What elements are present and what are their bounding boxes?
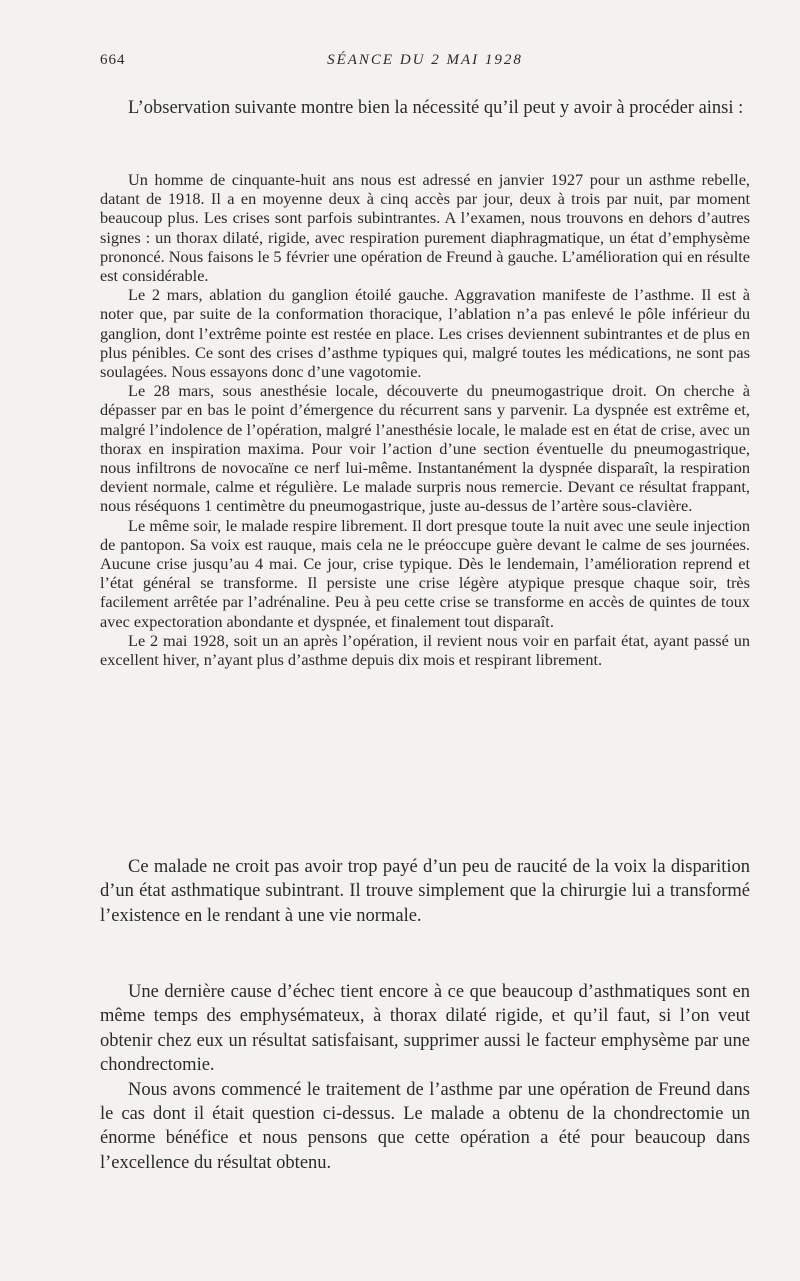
intro-section [100,96,750,120]
final-section [100,980,750,1175]
page-number: 664 [100,52,126,68]
case-paragraph-4: Le même soir, le malade respire librement. Il dort presque toute la nuit avec une seule injection de pantopon. Sa voix est rauque, mais cela ne le préoccupe guère devant le calme de ses journées. Aucune crise jusqu’au 4 mai. Ce jour, crise typique. Dès le lendemain, l’amélioration reprend et l’état général se transforme. Il persiste une crise légère atypique presque chaque soir, très facilement arrêtée par l’adrénaline. Peu à peu cette crise se transforme en accès de quintes de toux avec expectoration abondante et dyspnée, et finalement tout disparaît. [100,515,750,631]
final-paragraph-1: Une dernière cause d’échec tient encore à ce que beaucoup d’asthmatiques sont en même temps des emphysémateux, à thorax dilaté rigide, et qu’il faut, si l’on veut obtenir chez eux un résultat satisfaisant, supprimer aussi le facteur emphysème par une chondrectomie. [100,982,750,1076]
running-title: SÉANCE DU 2 MAI 1928 [327,52,523,68]
case-paragraph-1: Un homme de cinquante-huit ans nous est adressé en janvier 1927 pour un asthme rebelle, datant de 1918. Il a en moyenne deux à cinq accès par jour, deux à trois par nuit, par moment beaucoup plus. Les crises sont parfois subintrantes. A l’examen, nous trouvons en dehors d’autres signes : un thorax dilaté, rigide, avec respiration purement diaphragmatique, un état d’emphysème prononcé. Nous faisons le 5 février une opération de Freund à gauche. L’amélioration qui en résulte est considérable. [100,170,750,286]
conclusion-paragraph: Ce malade ne croit pas avoir trop payé d’un peu de raucité de la voix la disparition d’un état asthmatique subintrant. Il trouve simplement que la chirurgie lui a transformé l’existence en le rendant à une vie normale. [100,857,750,926]
case-paragraph-5: Le 2 mai 1928, soit un an après l’opération, il revient nous voir en parfait état, ayant passé un excellent hiver, n’ayant plus d’asthme depuis dix mois et respirant librement. [100,630,750,670]
page-header [100,52,750,76]
case-paragraph-3: Le 28 mars, sous anesthésie locale, découverte du pneumogastrique droit. On cherche à dépasser par en bas le point d’émergence du récurrent sans y parvenir. La dyspnée est extrême et, malgré l’indolence de l’opération, malgré l’anesthésie locale, le malade est en état de crise, avec un thorax en inspiration maxima. Pour voir l’action d’une section éventuelle du pneumogastrique, nous infiltrons de novocaïne ce nerf lui-même. Instantanément la dyspnée disparaît, la respiration devient normale, calme et régulière. Le malade surpris nous remercie. Devant ce résultat frappant, nous réséquons 1 centimètre du pneumogastrique, juste au-dessus de l’artère sous-clavière. [100,381,750,516]
intro-paragraph: L’observation suivante montre bien la nécessité qu’il peut y avoir à procéder ainsi : [128,98,744,118]
case-report-section [100,170,750,669]
conclusion-section [100,855,750,928]
case-paragraph-2: Le 2 mars, ablation du ganglion étoilé gauche. Aggravation manifeste de l’asthme. Il est à noter que, par suite de la conformation thoracique, l’ablation n’a pas enlevé le pôle inférieur du ganglion, dont l’extrême pointe est restée en place. Les crises deviennent subintrantes et de plus en plus pénibles. Ce sont des crises d’asthme typiques qui, malgré toutes les médications, ne sont pas soulagées. Nous essayons donc d’une vagotomie. [100,285,750,382]
final-paragraph-2: Nous avons commencé le traitement de l’asthme par une opération de Freund dans le cas dont il était question ci-dessus. Le malade a obtenu de la chondrectomie un énorme bénéfice et nous pensons que cette opération a été pour beaucoup dans l’excellence du résultat obtenu. [100,1079,750,1173]
